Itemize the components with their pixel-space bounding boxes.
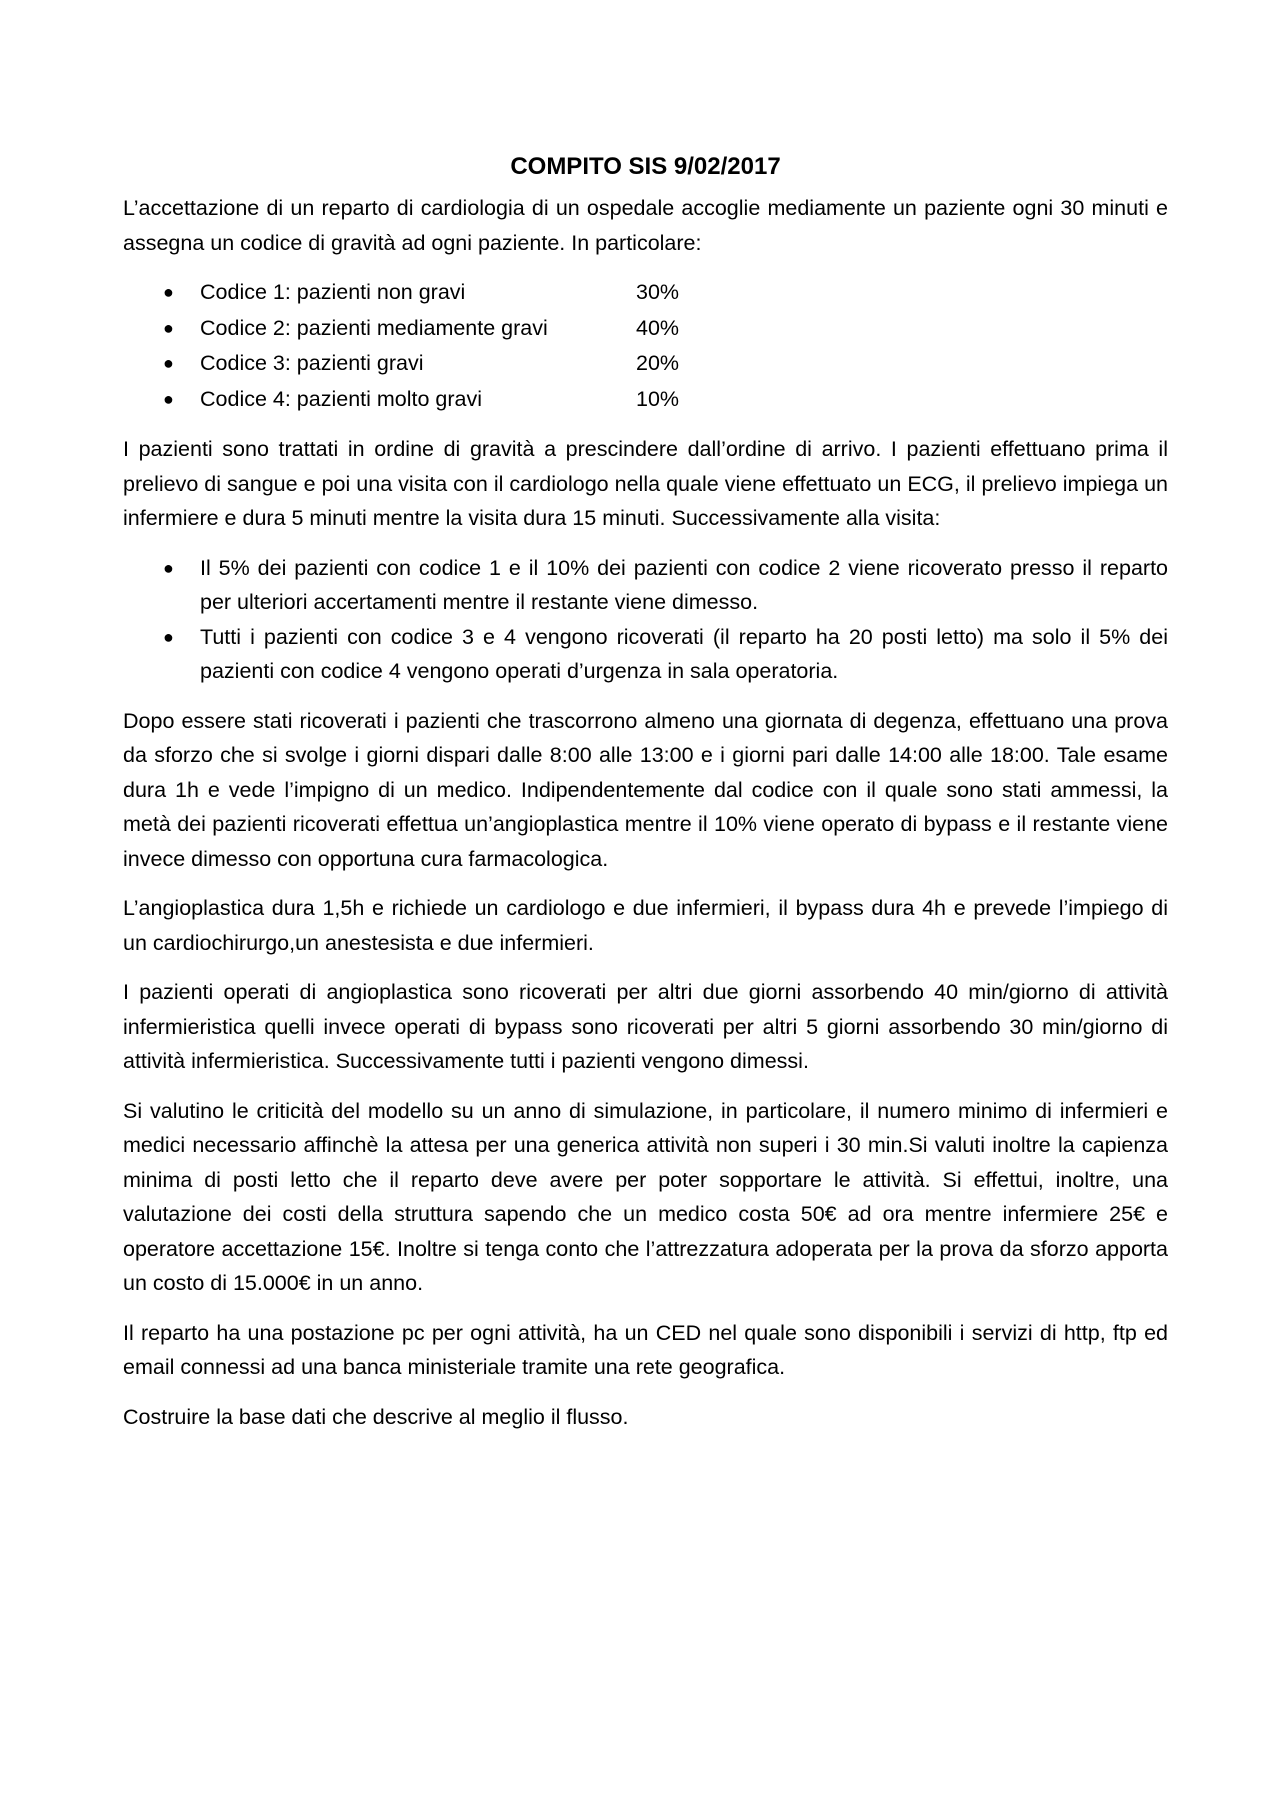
task-paragraph: Costruire la base dati che descrive al meglio il flusso. [123, 1404, 629, 1429]
code-percentage: 20% [636, 351, 680, 375]
bullet-icon: ● [163, 282, 174, 302]
list-item [123, 275, 1168, 311]
code-percentage: 40% [636, 315, 680, 340]
code-percentage: 10% [636, 386, 680, 411]
bullet-icon: ● [163, 317, 174, 338]
list-item [123, 551, 1168, 620]
infrastructure-paragraph: Il reparto ha una postazione pc per ogni attività, ha un CED nel quale sono disponibili i servizi di http, ftp ed email connessi ad una banca ministeriale tramite una rete geografica. [123, 1320, 1168, 1379]
code-label: Codice 1: pazienti non gravi [200, 280, 466, 304]
post-visit-list [123, 551, 1168, 689]
note-text: Il 5% dei pazienti con codice 1 e il 10% dei pazienti con codice 2 viene ricoverato presso il reparto per ulteriori accertamenti mentre il restante viene dimesso. [200, 555, 1168, 614]
intro-paragraph: L’accettazione di un reparto di cardiologia di un ospedale accoglie mediamente un paziente ogni 30 minuti e assegna un codice di gravità ad ogni paziente. In particolare: [123, 196, 1168, 255]
bullet-icon: ● [163, 626, 174, 647]
document-page [123, 150, 1168, 1449]
bullet-icon: ● [163, 353, 174, 373]
procedures-paragraph: L’angioplastica dura 1,5h e richiede un cardiologo e due infermieri, il bypass dura 4h e prevede l’impiego di un cardiochirurgo,un anestesista e due infermieri. [123, 896, 1168, 955]
code-label: Codice 4: pazienti molto gravi [200, 386, 483, 411]
code-label: Codice 3: pazienti gravi [200, 351, 424, 375]
stress-test-paragraph: Dopo essere stati ricoverati i pazienti che trascorrono almeno una giornata di degenza, effettuano una prova da sforzo che si svolge i giorni dispari dalle 8:00 alle 13:00 e i giorni pari dalle 14:00 alle 18:00. Tale esame dura 1h e vede l’impigno di un medico. Indipendentemente dal codice con il quale sono stati ammessi, la metà dei pazienti ricoverati effettua un’angioplastica mentre il 10% viene operato di bypass e il restante viene invece dimesso con opportuna cura farmacologica. [123, 708, 1168, 871]
document-title: COMPITO SIS 9/02/2017 [510, 153, 781, 180]
code-percentage: 30% [636, 280, 680, 304]
note-text: Tutti i pazienti con codice 3 e 4 vengono ricoverati (il reparto ha 20 posti letto) ma solo il 5% dei pazienti con codice 4 vengono operati d’urgenza in sala operatoria. [200, 624, 1168, 683]
code-label: Codice 2: pazienti mediamente gravi [200, 315, 548, 340]
list-item [123, 382, 1168, 418]
severity-code-list [123, 275, 1168, 417]
treatment-paragraph: I pazienti sono trattati in ordine di gravità a prescindere dall’ordine di arrivo. I pazienti effettuano prima il prelievo di sangue e poi una visita con il cardiologo nella quale viene effettuato un ECG, il prelievo impiega un infermiere e dura 5 minuti mentre la visita dura 15 minuti. Successivamente alla visita: [123, 437, 1168, 530]
recovery-paragraph: I pazienti operati di angioplastica sono ricoverati per altri due giorni assorbendo 40 min/giorno di attività infermieristica quelli invece operati di bypass sono ricoverati per altri 5 giorni assorbendo 30 min/giorno di attività infermieristica. Successivamente tutti i pazienti vengono dimessi. [123, 980, 1168, 1073]
bullet-icon: ● [163, 557, 174, 578]
evaluation-paragraph: Si valutino le criticità del modello su un anno di simulazione, in particolare, il numero minimo di infermieri e medici necessario affinchè la attesa per una generica attività non superi i 30 min.Si valuti inoltre la capienza minima di posti letto che il reparto deve avere per poter sopportare le attività. Si effettui, inoltre, una valutazione dei costi della struttura sapendo che un medico costa 50€ ad ora mentre infermiere 25€ e operatore accettazione 15€. Inoltre si tenga conto che l’attrezzatura adoperata per la prova da sforzo apporta un costo di 15.000€ in un anno. [123, 1098, 1168, 1295]
list-item [123, 620, 1168, 689]
list-item [123, 346, 1168, 382]
bullet-icon: ● [163, 388, 174, 409]
list-item [123, 311, 1168, 347]
